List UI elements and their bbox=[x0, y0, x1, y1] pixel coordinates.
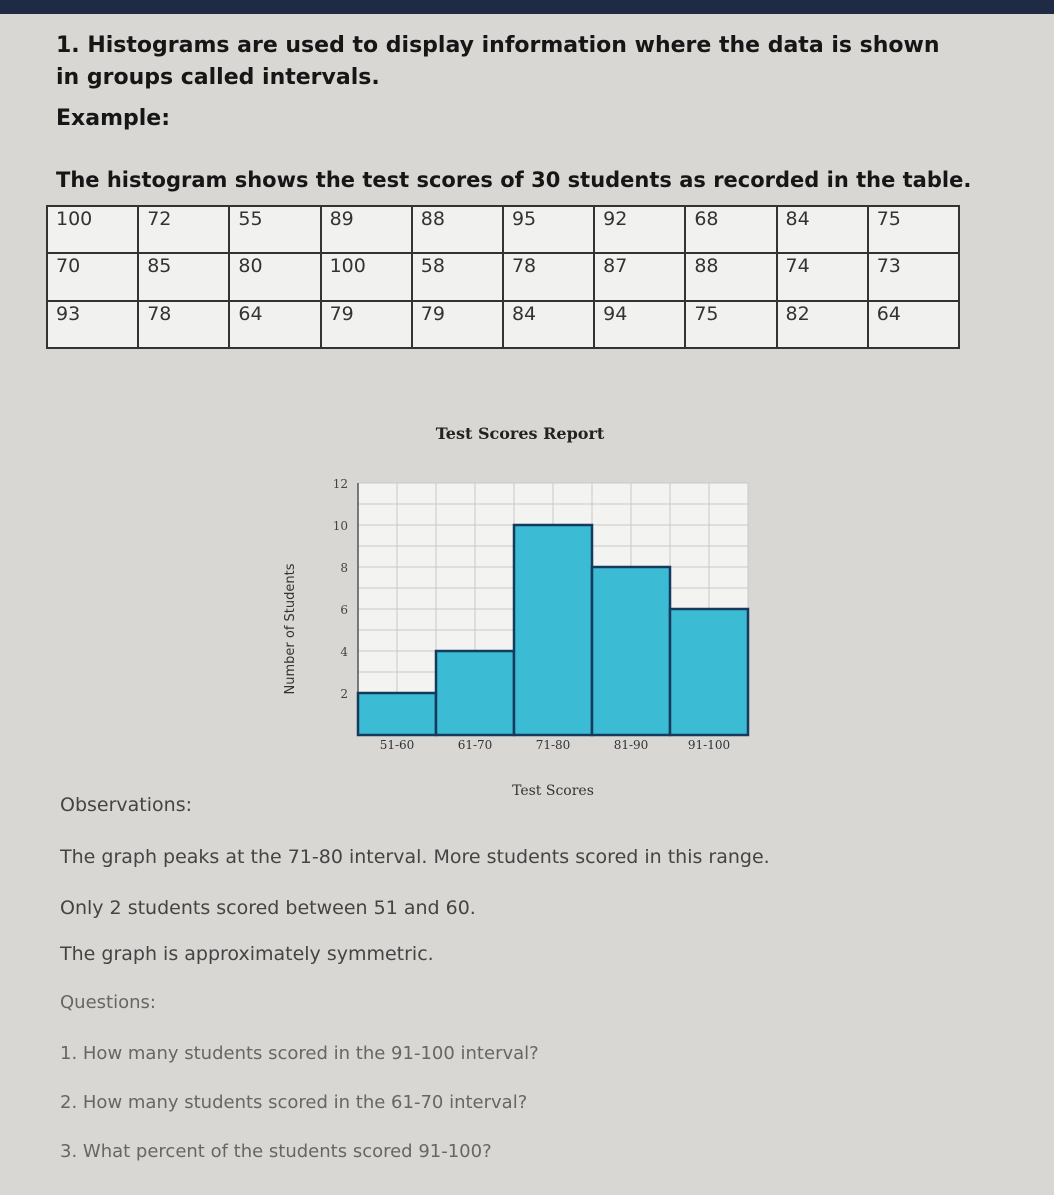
scores-table bbox=[46, 205, 960, 349]
question-item: 1. How many students scored in the 91-100 interval? bbox=[60, 1043, 539, 1064]
table-cell: 79 bbox=[321, 301, 412, 348]
table-cell: 75 bbox=[868, 206, 959, 253]
y-tick-label: 2 bbox=[340, 687, 348, 701]
table-cell: 88 bbox=[685, 253, 776, 300]
y-tick-label: 4 bbox=[340, 645, 348, 659]
table-cell: 89 bbox=[321, 206, 412, 253]
table-cell: 78 bbox=[503, 253, 594, 300]
table-cell: 64 bbox=[229, 301, 320, 348]
x-tick-label: 61-70 bbox=[457, 738, 493, 752]
observation-line: Only 2 students scored between 51 and 60. bbox=[60, 897, 476, 919]
y-axis-label: Number of Students bbox=[283, 563, 298, 695]
table-cell: 93 bbox=[47, 301, 138, 348]
table-cell: 85 bbox=[138, 253, 229, 300]
question-item: 3. What percent of the students scored 91-100? bbox=[60, 1141, 492, 1162]
table-cell: 100 bbox=[47, 206, 138, 253]
histogram-bar bbox=[436, 651, 514, 735]
table-cell: 87 bbox=[594, 253, 685, 300]
table-cell: 70 bbox=[47, 253, 138, 300]
y-tick-label: 8 bbox=[340, 561, 348, 575]
table-cell: 79 bbox=[412, 301, 503, 348]
table-cell: 64 bbox=[868, 301, 959, 348]
x-axis-label: Test Scores bbox=[512, 783, 594, 799]
y-tick-label: 6 bbox=[340, 603, 348, 617]
table-cell: 92 bbox=[594, 206, 685, 253]
x-tick-label: 51-60 bbox=[379, 738, 415, 752]
top-bar bbox=[0, 0, 1054, 14]
table-row bbox=[47, 301, 959, 348]
intro-text: The histogram shows the test scores of 30 students as recorded in the table. bbox=[56, 168, 972, 192]
histogram-bar bbox=[592, 567, 670, 735]
table-cell: 84 bbox=[503, 301, 594, 348]
table-row bbox=[47, 206, 959, 253]
x-tick-label: 91-100 bbox=[687, 738, 731, 752]
table-cell: 82 bbox=[777, 301, 868, 348]
questions-label: Questions: bbox=[60, 992, 156, 1013]
table-cell: 68 bbox=[685, 206, 776, 253]
x-tick-label: 71-80 bbox=[535, 738, 571, 752]
table-cell: 88 bbox=[412, 206, 503, 253]
observations-label: Observations: bbox=[60, 794, 192, 816]
table-cell: 94 bbox=[594, 301, 685, 348]
histogram-bar bbox=[358, 693, 436, 735]
table-cell: 95 bbox=[503, 206, 594, 253]
y-tick-label: 12 bbox=[332, 477, 348, 491]
observation-line: The graph peaks at the 71-80 interval. More students scored in this range. bbox=[60, 846, 770, 868]
histogram-chart bbox=[270, 460, 790, 810]
table-cell: 75 bbox=[685, 301, 776, 348]
histogram-bar bbox=[514, 525, 592, 735]
histogram-bar bbox=[670, 609, 748, 735]
x-tick-label: 81-90 bbox=[613, 738, 649, 752]
question-item: 2. How many students scored in the 61-70 interval? bbox=[60, 1092, 528, 1113]
chart-title: Test Scores Report bbox=[435, 424, 605, 443]
section-heading: 1. Histograms are used to display information where the data is shown in groups called intervals. bbox=[56, 33, 940, 90]
table-cell: 58 bbox=[412, 253, 503, 300]
table-row bbox=[47, 253, 959, 300]
table-cell: 84 bbox=[777, 206, 868, 253]
y-tick-label: 10 bbox=[332, 519, 348, 533]
example-label: Example: bbox=[56, 106, 170, 131]
table-cell: 74 bbox=[777, 253, 868, 300]
table-cell: 78 bbox=[138, 301, 229, 348]
table-cell: 80 bbox=[229, 253, 320, 300]
table-cell: 72 bbox=[138, 206, 229, 253]
table-cell: 73 bbox=[868, 253, 959, 300]
table-cell: 100 bbox=[321, 253, 412, 300]
observation-line: The graph is approximately symmetric. bbox=[60, 943, 434, 965]
table-cell: 55 bbox=[229, 206, 320, 253]
